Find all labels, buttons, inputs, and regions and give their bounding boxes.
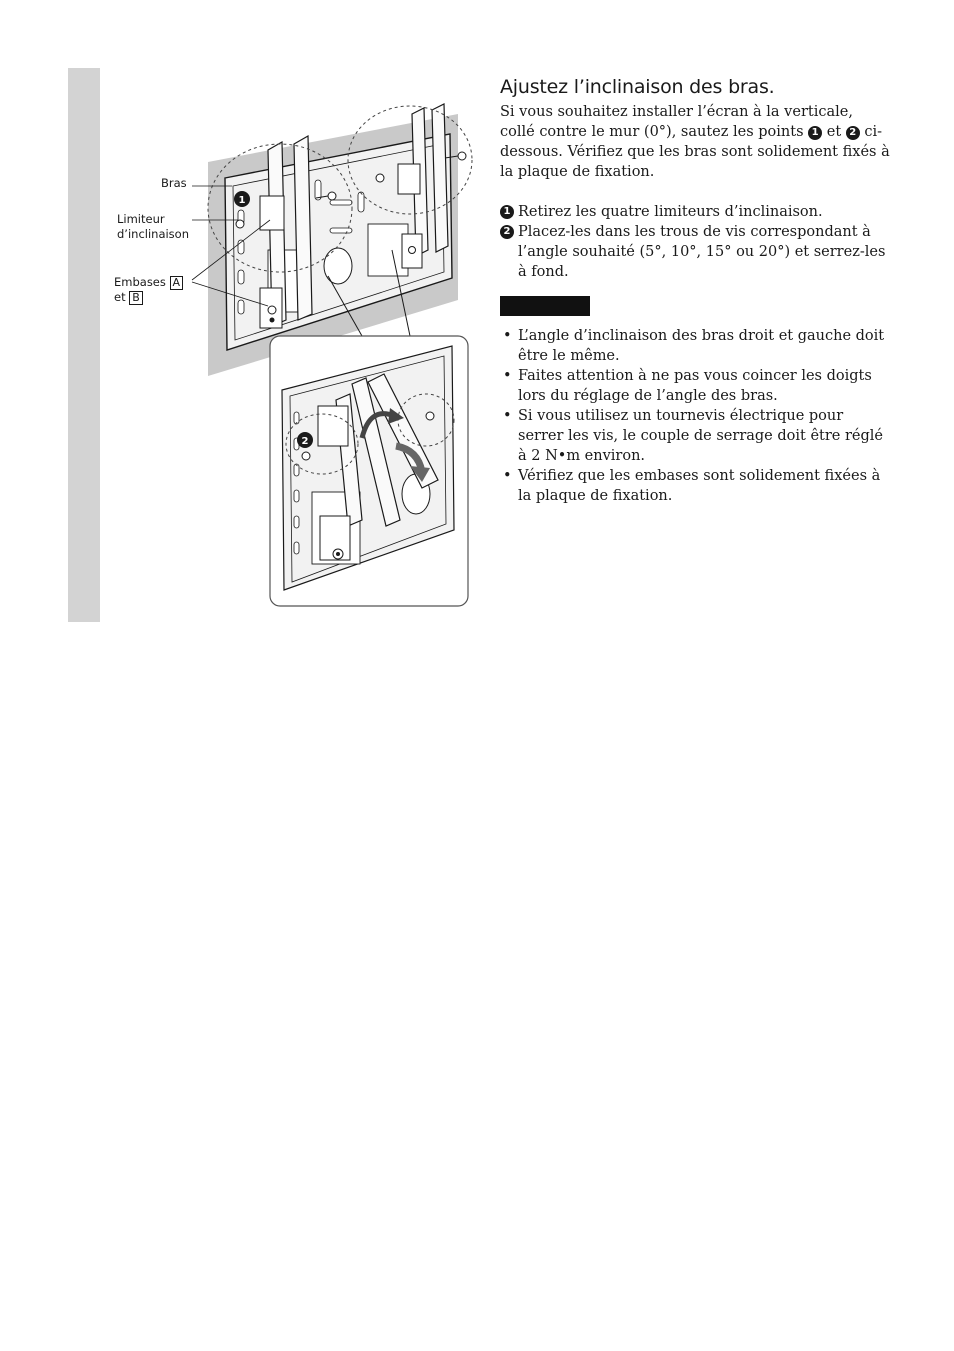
- callout-limiteur: Limiteur d’inclinaison: [117, 212, 189, 241]
- screw-icon: [426, 412, 434, 420]
- step-2-marker: 2: [301, 436, 309, 447]
- notes-label-bar: [500, 296, 590, 316]
- step-item: [500, 202, 890, 222]
- screw-icon: [458, 152, 466, 160]
- step-1-inline-marker: 1: [808, 126, 822, 140]
- callout-bras: Bras: [161, 176, 187, 190]
- screw-icon: [302, 452, 310, 460]
- section-side-tab: [68, 68, 100, 622]
- screw-icon: [236, 220, 244, 228]
- steps-list: [500, 202, 890, 282]
- bracket-drawing: [100, 100, 490, 620]
- note-item: • Vérifiez que les embases sont solidement fixées à la plaque de fixation.: [500, 466, 890, 506]
- intro-paragraph: Si vous souhaitez installer l’écran à la verticale, collé contre le mur (0°), sautez les points 1 et 2 ci-dessous. Vérifiez que les bras sont solidement fixés à la plaque de fixation.: [500, 104, 890, 180]
- step-item: [500, 222, 890, 282]
- label-b: B: [129, 291, 143, 305]
- instruction-column: [500, 76, 890, 506]
- bracket-illustration: [100, 100, 490, 620]
- step-number: 1: [500, 205, 514, 219]
- note-item: • Faites attention à ne pas vous coincer les doigts lors du réglage de l’angle des bras.: [500, 366, 890, 406]
- step-1-marker: 1: [238, 195, 246, 206]
- step-text: Placez-les dans les trous de vis correspondant à l’angle souhaité (5°, 10°, 15° ou 20°) et serrez-les à fond.: [518, 224, 886, 280]
- step-text: Retirez les quatre limiteurs d’inclinaison.: [518, 204, 823, 220]
- note-item: • Si vous utilisez un tournevis électrique pour serrer les vis, le couple de serrage doit être réglé à 2 N•m environ.: [500, 406, 890, 466]
- screw-icon: [328, 192, 336, 200]
- note-item: • L’angle d’inclinaison des bras droit et gauche doit être le même.: [500, 326, 890, 366]
- section-title: Ajustez l’inclinaison des bras.: [500, 76, 775, 98]
- label-a: A: [170, 276, 184, 290]
- step-2-inline-marker: 2: [846, 126, 860, 140]
- callout-embases: Embases A et B: [114, 275, 183, 305]
- notes-list: [500, 326, 890, 506]
- step-number: 2: [500, 225, 514, 239]
- screw-icon: [376, 174, 384, 182]
